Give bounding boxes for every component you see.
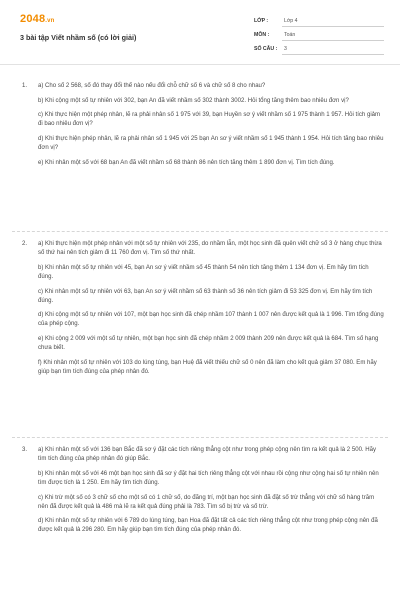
question-part: a) Khi nhân một số với 136 bạn Bắc đã sơ ý đặt các tích riêng thẳng cột như trong phép cộng nên tìm ra kết quả là 2 500. Hãy tìm tích đúng của phép nhân đó giúp Bắc. (38, 447, 377, 463)
meta-count-label: SỐ CÂU : (254, 46, 278, 52)
question-part: a) Khi thực hiện một phép nhân với một số tự nhiên với 235, do nhầm lẫn, một học sinh đã quên viết chữ số 3 ở hàng chục thừa số thứ hai nên tích giảm đi 11 760 đơn vị. Tìm số thứ nhất. (38, 241, 382, 257)
question-separator (12, 231, 388, 232)
question-part: c) Khi thực hiện một phép nhân, lẽ ra phải nhân số 1 975 với 39, bạn Huyền sơ ý viết nhầm số 1 975 thành 1 957. Hỏi tích giảm đi bao nhiêu đơn vị? (38, 112, 381, 128)
site-logo[interactable] (20, 13, 55, 25)
meta-divider (282, 54, 384, 55)
question-number: 3. (22, 447, 28, 453)
header-rule (0, 64, 400, 65)
question-part: d) Khi nhân một số tự nhiên với 6 789 do lúng túng, bạn Hoa đã đặt tất cả các tích riêng thẳng cột như trong phép cộng nên đã được kết quả là 296 280. Em hãy giúp bạn tìm tích đúng của phép nhân đó. (38, 518, 378, 534)
meta-divider (282, 40, 384, 41)
question-part: c) Khi nhân một số tự nhiên với 63, bạn An sơ ý viết nhầm số 63 thành số 36 nên tích giảm đi 53 325 đơn vị. Em hãy tìm tích đúng. (38, 288, 373, 304)
question-part: a) Cho số 2 568, số đó thay đổi thế nào nếu đổi chỗ chữ số 6 và chữ số 8 cho nhau? (38, 83, 266, 89)
question-part: b) Khi nhân một số với 46 một bạn học sinh đã sơ ý đặt hai tích riêng thẳng cột với nhau rồi cộng như cộng hai số tự nhiên nên tìm được tích là 1 250. Em hãy tìm tích đúng. (38, 470, 379, 486)
meta-subject-label: MÔN : (254, 32, 270, 38)
meta-count-value: 3 (284, 46, 287, 52)
logo-main: 2048 (20, 13, 46, 25)
question-part: b) Khi cộng một số tự nhiên với 302, bạn An đã viết nhầm số 302 thành 3002. Hỏi tổng tăng thêm bao nhiêu đơn vị? (38, 97, 349, 104)
question-part: e) Khi cộng 2 009 với một số tự nhiên, một bạn học sinh đã chép nhầm 2 009 thành 209 nên được kết quả là 684. Tìm số hạng chưa biết. (38, 336, 379, 352)
question-parts (38, 240, 384, 383)
question-part: d) Khi cộng một số tự nhiên với 107, một bạn học sinh đã chép nhầm 107 thành 1 007 nên được kết quả là 1 996. Tìm tổng đúng của phép cộng. (38, 312, 384, 328)
question-part: d) Khi thực hiện phép nhân, lẽ ra phải nhân số 1 945 với 25 bạn An sơ ý viết nhầm số 1 945 thành 1 954. Hỏi tích tăng bao nhiêu đơn vị? (38, 136, 384, 152)
question-number: 1. (22, 83, 28, 89)
meta-grade-value: Lớp 4 (284, 18, 298, 24)
question-part: b) Khi nhân một số tự nhiên với 45, bạn An sơ ý viết nhầm số 45 thành 54 nên tích tăng thêm 1 134 đơn vị. Em hãy tìm tích đúng. (38, 264, 369, 280)
question-number: 2. (22, 241, 28, 247)
question-parts (38, 82, 384, 174)
question-parts (38, 446, 384, 541)
logo-suffix: .vn (45, 18, 55, 24)
meta-subject-value: Toán (284, 32, 296, 38)
worksheet-header (0, 0, 400, 62)
meta-grade-label: LỚP : (254, 18, 269, 24)
question-separator (12, 437, 388, 438)
meta-divider (282, 26, 384, 27)
question-part: c) Khi trừ một số có 3 chữ số cho một số có 1 chữ số, do đãng trí, một bạn học sinh đã đặt số trừ thẳng với chữ số hàng trăm nên đã được kết quả là 486 mà lẽ ra kết quả đúng phải là 783. Tìm số bị trừ và số trừ. (38, 494, 375, 510)
question-part: f) Khi nhân một số tự nhiên với 103 do lúng túng, bạn Huệ đã viết thiếu chữ số 0 nên đã làm cho kết quả giảm 37 080. Em hãy giúp bạn tìm tích đúng của phép nhân đó. (38, 359, 377, 375)
question-part: e) Khi nhân một số với 68 bạn An đã viết nhầm số 68 thành 86 nên tích tăng thêm 1 890 đơn vị. Tìm tích đúng. (38, 159, 335, 166)
page-title: 3 bài tập Viết nhầm số (có lời giải) (20, 33, 137, 42)
